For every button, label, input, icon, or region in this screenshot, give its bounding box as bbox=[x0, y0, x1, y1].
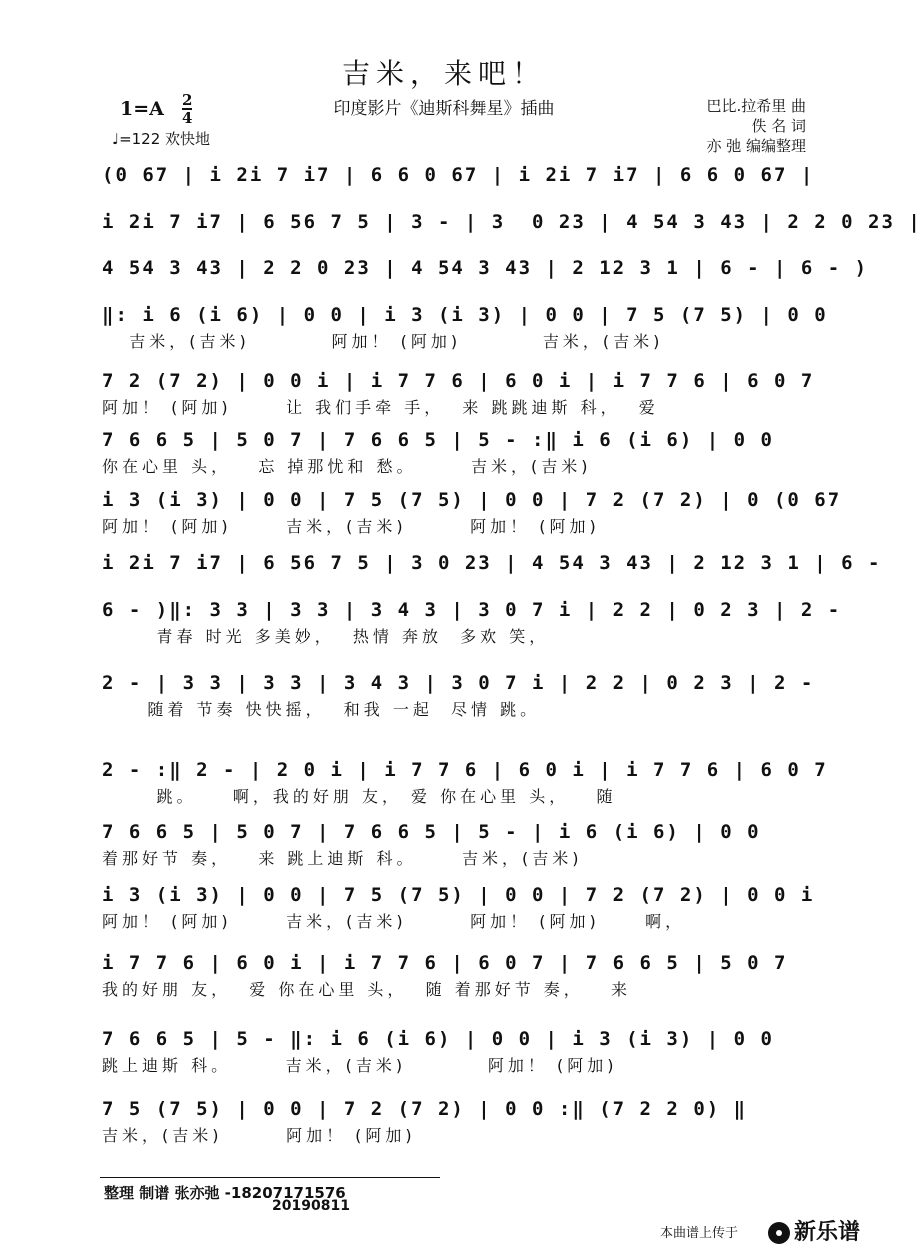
record-disc-icon bbox=[768, 1222, 790, 1244]
staff-lyrics: 阿加！ (阿加) 吉米，(吉米) 阿加！ (阿加) bbox=[102, 517, 600, 536]
credit-lyrics: 佚 名 词 bbox=[751, 117, 806, 135]
time-sig-bottom: 4 bbox=[182, 109, 193, 127]
staff-notes: 7 5 (7 5) | 0 0 | 7 2 (7 2) | 0 0 :‖ (7 2 2 0) ‖ bbox=[102, 1098, 748, 1120]
staff-lyrics: 跳上迪斯 科。 吉米，(吉米) 阿加！ (阿加) bbox=[102, 1056, 618, 1075]
song-subtitle: 印度影片《迪斯科舞星》插曲 bbox=[333, 99, 555, 119]
time-sig-top: 2 bbox=[182, 91, 193, 109]
tempo-marking: ♩=122 欢快地 bbox=[112, 130, 211, 148]
staff-notes: 6 - )‖: 3 3 | 3 3 | 3 4 3 | 3 0 7 i | 2 2 | 0 2 3 | 2 - bbox=[102, 599, 842, 621]
staff-lyrics: 我的好朋 友， 爱 你在心里 头， 随 着那好节 奏， 来 bbox=[102, 980, 632, 999]
staff-notes: 7 6 6 5 | 5 - ‖: i 6 (i 6) | 0 0 | i 3 (i 3) | 0 0 bbox=[102, 1028, 774, 1050]
staff-notes: i 3 (i 3) | 0 0 | 7 5 (7 5) | 0 0 | 7 2 (7 2) | 0 (0 67 bbox=[102, 489, 842, 511]
staff-lyrics: 吉米，(吉米) 阿加！ (阿加) 吉米，(吉米) bbox=[102, 332, 664, 351]
staff-notes: i 2i 7 i7 | 6 56 7 5 | 3 - | 3 0 23 | 4 54 3 43 | 2 2 0 23 | bbox=[102, 211, 922, 233]
time-signature bbox=[182, 92, 192, 126]
staff-notes: 4 54 3 43 | 2 2 0 23 | 4 54 3 43 | 2 12 3 1 | 6 - | 6 - ) bbox=[102, 257, 869, 279]
staff-lyrics: 吉米，(吉米) 阿加！ (阿加) bbox=[102, 1126, 416, 1145]
credit-arranger: 亦 弛 编编整理 bbox=[706, 137, 806, 155]
staff-lyrics: 随着 节奏 快快摇， 和我 一起 尽情 跳。 bbox=[102, 700, 541, 719]
footer-date: 20190811 bbox=[272, 1198, 350, 1214]
staff-notes: 2 - :‖ 2 - | 2 0 i | i 7 7 6 | 6 0 i | i 7 7 6 | 6 0 7 bbox=[102, 759, 828, 781]
site-logo-text: 新乐谱 bbox=[794, 1220, 861, 1245]
staff-notes: 2 - | 3 3 | 3 3 | 3 4 3 | 3 0 7 i | 2 2 | 0 2 3 | 2 - bbox=[102, 672, 815, 694]
staff-lyrics: 阿加！ (阿加) 吉米，(吉米) 阿加！ (阿加) 啊， bbox=[102, 912, 686, 931]
staff-notes: 7 6 6 5 | 5 0 7 | 7 6 6 5 | 5 - | i 6 (i 6) | 0 0 bbox=[102, 821, 761, 843]
staff-notes: i 3 (i 3) | 0 0 | 7 5 (7 5) | 0 0 | 7 2 (7 2) | 0 0 i bbox=[102, 884, 815, 906]
footer-arranger-line: 整理 制谱 张亦弛 -18207171576 bbox=[104, 1184, 346, 1202]
staff-notes: (0 67 | i 2i 7 i7 | 6 6 0 67 | i 2i 7 i7 | 6 6 0 67 | bbox=[102, 164, 815, 186]
footer-rule bbox=[100, 1177, 440, 1178]
staff-lyrics: 跳。 啊，我的好朋 友， 爱 你在心里 头， 随 bbox=[102, 787, 617, 806]
staff-lyrics: 着那好节 奏， 来 跳上迪斯 科。 吉米，(吉米) bbox=[102, 849, 583, 868]
staff-notes: ‖: i 6 (i 6) | 0 0 | i 3 (i 3) | 0 0 | 7 5 (7 5) | 0 0 bbox=[102, 304, 828, 326]
staff-notes: i 2i 7 i7 | 6 56 7 5 | 3 0 23 | 4 54 3 43 | 2 12 3 1 | 6 - bbox=[102, 552, 882, 574]
upload-text: 本曲谱上传于 bbox=[660, 1226, 739, 1241]
site-logo[interactable] bbox=[768, 1215, 860, 1246]
staff-notes: 7 2 (7 2) | 0 0 i | i 7 7 6 | 6 0 i | i 7 7 6 | 6 0 7 bbox=[102, 370, 815, 392]
key-signature: 1=A bbox=[120, 98, 164, 120]
staff-lyrics: 阿加！ (阿加) 让 我们手牵 手， 来 跳跳迪斯 科， 爱 bbox=[102, 398, 659, 417]
staff-notes: 7 6 6 5 | 5 0 7 | 7 6 6 5 | 5 - :‖ i 6 (i 6) | 0 0 bbox=[102, 429, 774, 451]
staff-lyrics: 青春 时光 多美妙， 热情 奔放 多欢 笑， bbox=[102, 627, 550, 646]
credit-music: 巴比.拉希里 曲 bbox=[706, 97, 806, 115]
song-title: 吉米，来吧！ bbox=[341, 57, 546, 90]
staff-notes: i 7 7 6 | 6 0 i | i 7 7 6 | 6 0 7 | 7 6 6 5 | 5 0 7 bbox=[102, 952, 788, 974]
staff-lyrics: 你在心里 头， 忘 掉那忧和 愁。 吉米，(吉米) bbox=[102, 457, 592, 476]
